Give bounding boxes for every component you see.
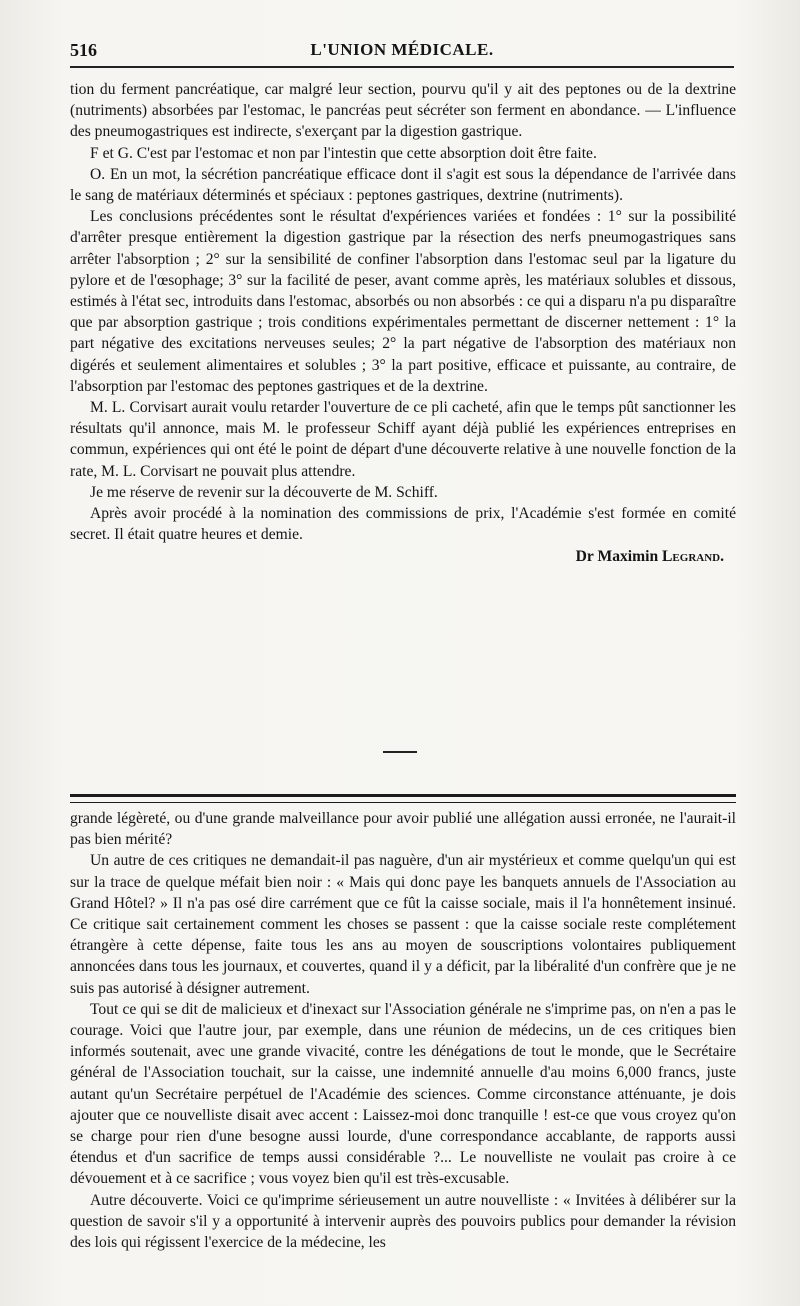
article-paragraph: F et G. C'est par l'estomac et non par l'intestin que cette absorption doit être faite. xyxy=(90,144,597,162)
article-paragraph: Je me réserve de revenir sur la découverte de M. Schiff. xyxy=(90,483,438,501)
header-rule xyxy=(70,66,734,68)
feuilleton-paragraph: grande légèreté, ou d'une grande malveillance pour avoir publié une allégation aussi erronée, ne l'aurait-il pas bien mérité? xyxy=(70,810,736,849)
signature-prefix: Dr Maximin xyxy=(575,548,659,566)
page-number: 516 xyxy=(70,40,97,60)
article-paragraph: Après avoir procédé à la nomination des commissions de prix, l'Académie s'est formée en comité secret. Il était quatre heures et demie. xyxy=(70,505,736,544)
page-header xyxy=(70,34,734,64)
article-paragraph: Les conclusions précédentes sont le résultat d'expériences variées et fondées : 1° sur la possibilité d'arrêter presque entièrement la digestion gastrique par la résection des nerfs pneumogastriques sans arrêter l'absorption ; 2° sur la sensibilité de confiner l'absorption dans l'estomac seul par la ligature du pylore et de l'œsophage; 3° sur la facilité de peser, avant comme après, les matériaux solubles et dissous, estimés à l'état sec, introduits dans l'estomac, absorbés ou non absorbés : ce qui a disparu n'a pu disparaître que par absorption gastrique ; trois conditions expérimentales permettant de discerner nettement : 1° la part négative des excitations nerveuses seules; 2° la part négative de l'absorption des matériaux non digérés et seulement alimentaires et solubles ; 3° la part positive, efficace et puissante, au contraire, de l'absorption par l'estomac des peptones gastriques et de la dextrine. xyxy=(70,208,736,395)
article-paragraph: tion du ferment pancréatique, car malgré leur section, pourvu qu'il y ait des peptones ou de la dextrine (nutriments) absorbées par l'estomac, le pancréas peut sécréter son ferment en abondance. — L'influence des pneumogastriques est indirecte, s'exerçant par la digestion gastrique. xyxy=(70,81,736,141)
article-paragraph: O. En un mot, la sécrétion pancréatique efficace dont il s'agit est sous la dépendance de l'arrivée dans le sang de matériaux déterminés et spéciaux : peptones gastriques, dextrine (nutriments). xyxy=(70,165,736,205)
feuilleton-paragraph: Tout ce qui se dit de malicieux et d'inexact sur l'Association générale ne s'imprime pas, on n'en a pas le courage. Voici que l'autre jour, par exemple, dans une réunion de médecins, un de ces critiques bien informés soutenait, avec une grande vivacité, contre les dénégations de tout le monde, que le Secrétaire général de l'Association touchait, sur la caisse, une indemnité annuelle d'au moins 6,000 francs, juste autant qu'un Secrétaire perpétuel de l'Académie des sciences. Comme circonstance atténuante, je dois ajouter que ce nouvelliste disait avec accent : Laissez-moi donc tranquille ! est-ce que vous croyez qu'on se charge pour rien d'une besogne aussi lourde, d'une correspondance accablante, de rapports aussi étendus et d'un sacrifice de temps aussi considérable ?... Le nouvelliste ne voulait pas croire à ce dévouement et à ce sacrifice ; vous voyez bien qu'il est très-excusable. xyxy=(70,1000,736,1188)
running-head: L'UNION MÉDICALE. xyxy=(310,40,494,59)
article-body xyxy=(70,79,736,568)
feuilleton-paragraph: Un autre de ces critiques ne demandait-il pas naguère, d'un air mystérieux et comme quelqu'un qui est sur la trace de quelque méfait bien noir : « Mais qui donc paye les banquets annuels de l'Association au Grand Hôtel? » Il n'a pas osé dire carrément que ce fût la caisse sociale, mais il l'a honnêtement insinué. Ce critique sait certainement comment les choses se passent : que la caisse sociale reste complétement étrangère à cette dépense, faite tous les ans au moyen de souscriptions volontaires publiquement annoncées dans tous les journaux, et couvertes, quand il y a déficit, par la libéralité d'un confrère que je ne suis pas autorisé à désigner autrement. xyxy=(70,852,736,997)
feuilleton-separator xyxy=(70,794,736,803)
article-paragraph: M. L. Corvisart aurait voulu retarder l'ouverture de ce pli cacheté, afin que le temps pût sanctionner les résultats qu'il annonce, mais M. le professeur Schiff ayant déjà publié les expériences entreprises en commun, expériences qui ont été le point de départ d'une découverte relative à une nouvelle fonction de la rate, M. L. Corvisart ne pouvait plus attendre. xyxy=(70,399,736,480)
feuilleton-paragraph: Autre découverte. Voici ce qu'imprime sérieusement un autre nouvelliste : « Invitées à délibérer sur la question de savoir s'il y a opportunité à intervenir auprès des pouvoirs publics pour demander la révision des lois qui régissent l'exercice de la médecine, les xyxy=(70,1191,736,1252)
author-signature xyxy=(70,546,736,567)
feuilleton-body xyxy=(70,808,736,1253)
section-end-dash xyxy=(383,751,417,753)
signature-name: Legrand. xyxy=(662,548,724,566)
